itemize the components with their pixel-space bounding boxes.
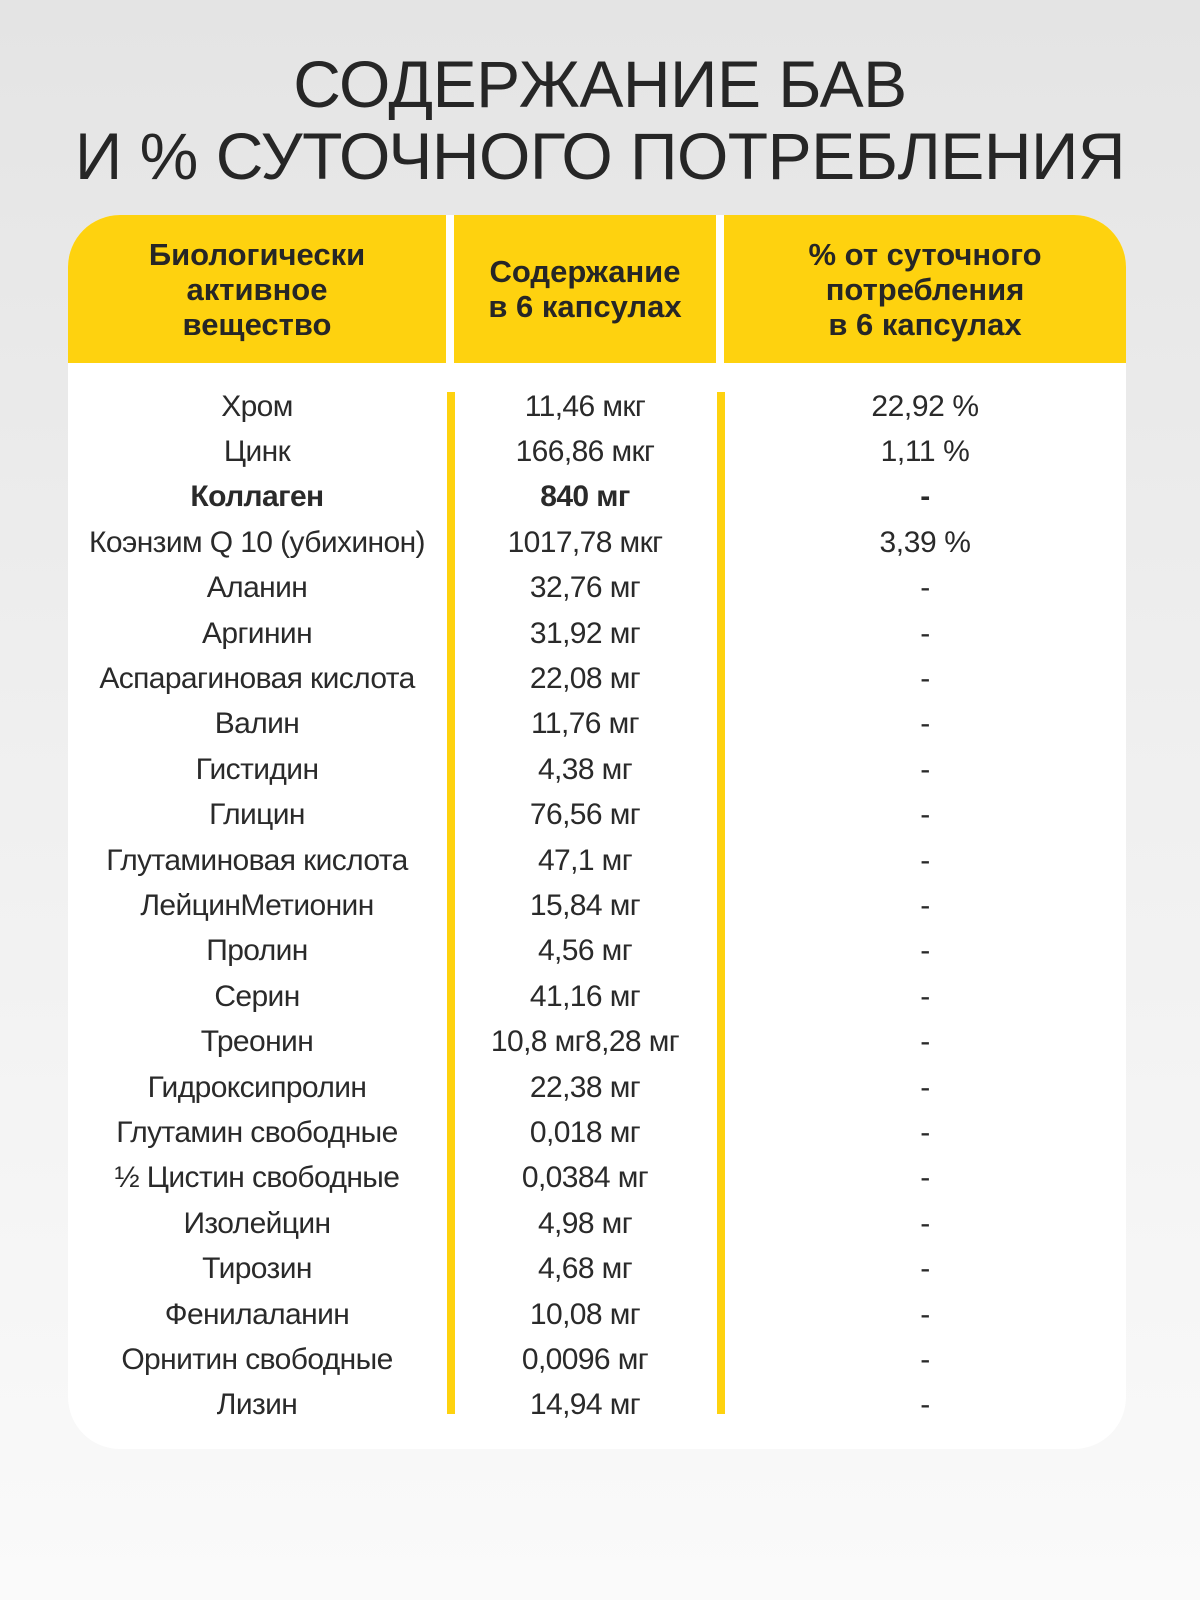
daily-percent: - <box>920 1252 930 1286</box>
daily-percent: - <box>920 616 930 650</box>
substance-name: Орнитин свободные <box>121 1342 393 1376</box>
daily-percent: - <box>920 798 930 832</box>
table-row <box>68 1383 1126 1428</box>
daily-percent: 22,92 % <box>871 389 979 423</box>
substance-name: Фенилаланин <box>164 1297 350 1331</box>
substance-name: Хром <box>221 389 293 423</box>
substance-amount: 11,46 мкг <box>524 389 646 423</box>
substance-name: Лизин <box>216 1388 298 1422</box>
daily-percent: - <box>920 480 930 514</box>
table-row <box>68 1337 1126 1382</box>
substance-name: Аланин <box>206 571 308 605</box>
substance-name: Коэнзим Q 10 (убихинон) <box>89 525 425 559</box>
substance-amount: 4,68 мг <box>537 1252 633 1286</box>
substance-amount: 41,16 мг <box>529 979 641 1013</box>
substance-name: Цинк <box>223 435 291 469</box>
table-row <box>68 1110 1126 1155</box>
daily-percent: - <box>920 1297 930 1331</box>
substance-amount: 1017,78 мкг <box>507 525 663 559</box>
table-row <box>68 566 1126 611</box>
substance-amount: 47,1 мг <box>537 843 633 877</box>
table-row <box>68 1065 1126 1110</box>
substance-name: Глутамин свободные <box>116 1115 398 1149</box>
substance-amount: 4,38 мг <box>537 752 633 786</box>
daily-percent: - <box>920 1342 930 1376</box>
page-title <box>0 48 1200 192</box>
header-substance-label: Биологически активное вещество <box>148 236 366 342</box>
substance-amount: 14,94 мг <box>529 1388 641 1422</box>
daily-percent: 3,39 % <box>879 525 971 559</box>
substance-amount: 0,018 мг <box>529 1115 641 1149</box>
header-amount-label: Содержание в 6 капсулах <box>488 254 682 324</box>
substance-amount: 31,92 мг <box>529 616 641 650</box>
table-row <box>68 1201 1126 1246</box>
substance-amount: 11,76 мг <box>531 707 639 741</box>
table-row <box>68 611 1126 656</box>
table-row <box>68 747 1126 792</box>
daily-percent: - <box>920 888 930 922</box>
substance-name: Гидроксипролин <box>147 1070 367 1104</box>
table-row <box>68 1156 1126 1201</box>
substance-name: Серин <box>214 979 300 1013</box>
substance-amount: 10,08 мг <box>529 1297 641 1331</box>
daily-percent: 1,11 % <box>880 435 970 469</box>
substance-amount: 10,8 мг8,28 мг <box>490 1025 680 1059</box>
table-row <box>68 974 1126 1019</box>
daily-percent: - <box>920 1161 930 1195</box>
table-row <box>68 656 1126 701</box>
page-title-line-2: И % СУТОЧНОГО ПОТРЕБЛЕНИЯ <box>74 119 1126 193</box>
substance-amount: 22,08 мг <box>529 662 641 696</box>
header-cell-daily-percent <box>724 215 1126 363</box>
header-cell-amount <box>454 215 716 363</box>
substance-name: Пролин <box>206 934 308 968</box>
substance-name: Валин <box>214 707 300 741</box>
substance-name: Гистидин <box>195 752 319 786</box>
substance-amount: 0,0384 мг <box>521 1161 649 1195</box>
daily-percent: - <box>920 934 930 968</box>
substance-name: Глутаминовая кислота <box>106 843 408 877</box>
substance-name: Коллаген <box>190 480 324 514</box>
table-row <box>68 883 1126 928</box>
table-row <box>68 838 1126 883</box>
substance-name: Аспарагиновая кислота <box>99 662 415 696</box>
daily-percent: - <box>920 1388 930 1422</box>
daily-percent: - <box>920 662 930 696</box>
substance-amount: 166,86 мкг <box>515 435 655 469</box>
table-row <box>68 1292 1126 1337</box>
header-daily-percent-label: % от суточного потребления в 6 капсулах <box>808 236 1042 342</box>
daily-percent: - <box>920 843 930 877</box>
daily-percent: - <box>920 571 930 605</box>
table-row <box>68 520 1126 565</box>
table-row <box>68 429 1126 474</box>
table-body <box>68 384 1126 1428</box>
substance-name: Тирозин <box>202 1252 312 1286</box>
daily-percent: - <box>920 1070 930 1104</box>
daily-percent: - <box>920 979 930 1013</box>
table-row <box>68 929 1126 974</box>
substance-name: Изолейцин <box>183 1206 331 1240</box>
daily-percent: - <box>920 1115 930 1149</box>
substance-amount: 840 мг <box>540 480 630 514</box>
daily-percent: - <box>920 1206 930 1240</box>
substance-name: Треонин <box>200 1025 314 1059</box>
substance-amount: 15,84 мг <box>529 888 641 922</box>
table-row <box>68 384 1126 429</box>
table-row <box>68 1019 1126 1064</box>
substance-name: ½ Цистин свободные <box>114 1161 400 1195</box>
table-row <box>68 702 1126 747</box>
table-row <box>68 1246 1126 1291</box>
daily-percent: - <box>920 752 930 786</box>
substance-name: ЛейцинМетионин <box>140 888 374 922</box>
substance-amount: 22,38 мг <box>529 1070 641 1104</box>
substance-amount: 32,76 мг <box>529 571 641 605</box>
table-row <box>68 793 1126 838</box>
daily-percent: - <box>920 1025 930 1059</box>
daily-percent: - <box>920 707 930 741</box>
substance-name: Глицин <box>209 798 305 832</box>
header-cell-substance <box>68 215 446 363</box>
substance-name: Аргинин <box>201 616 313 650</box>
table-row <box>68 475 1126 520</box>
page-title-line-1: СОДЕРЖАНИЕ БАВ <box>293 47 907 121</box>
substance-amount: 4,98 мг <box>537 1206 633 1240</box>
substance-amount: 4,56 мг <box>537 934 633 968</box>
substance-amount: 0,0096 мг <box>521 1342 649 1376</box>
table-header <box>68 215 1126 363</box>
substance-amount: 76,56 мг <box>529 798 641 832</box>
